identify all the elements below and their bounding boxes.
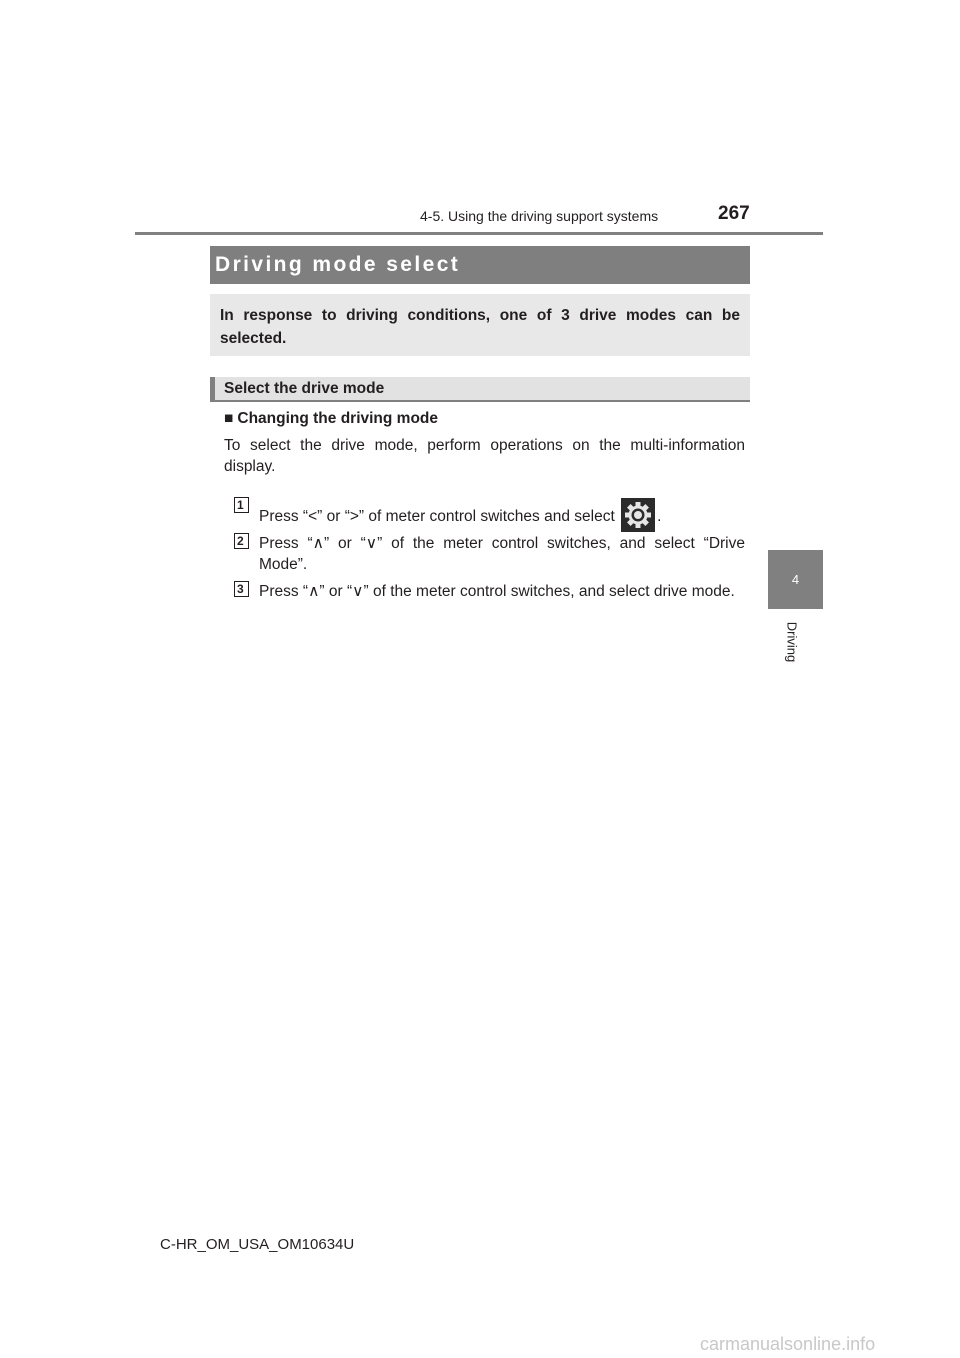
chapter-number: 4 — [791, 572, 800, 587]
intro-box: In response to driving conditions, one of 3 drive modes can be selected. — [210, 294, 750, 356]
step-text-1-after: . — [657, 508, 662, 525]
section-heading: Select the drive mode — [210, 377, 750, 402]
settings-gear-icon — [621, 498, 655, 532]
square-bullet: ■ — [224, 410, 234, 427]
body-paragraph: To select the drive mode, perform operations on the multi-information display. — [224, 437, 745, 475]
step-text-1-before: Press “<” or “>” of meter control switches and select — [259, 508, 620, 525]
header-section-title: 4-5. Using the driving support systems — [420, 208, 659, 224]
watermark: carmanualsonline.info — [700, 1334, 876, 1354]
step-text-2: Press “∧” or “∨” of the meter control switches, and select “Drive Mode”. — [259, 535, 745, 573]
document-code: C-HR_OM_USA_OM10634U — [160, 1236, 355, 1253]
subheading — [224, 410, 438, 428]
chapter-label: Driving — [784, 621, 800, 663]
step-number-2: 2 — [234, 533, 249, 549]
step-text-1 — [259, 498, 745, 532]
header-rule — [135, 232, 823, 235]
step-number-3: 3 — [234, 581, 249, 597]
step-text-3: Press “∧” or “∨” of the meter control switches, and select drive mode. — [259, 583, 735, 600]
step-number-1: 1 — [234, 497, 249, 513]
subheading-text: Changing the driving mode — [237, 410, 439, 427]
page-number: 267 — [718, 203, 750, 224]
chapter-tab — [768, 550, 823, 609]
page-title: Driving mode select — [210, 246, 750, 284]
